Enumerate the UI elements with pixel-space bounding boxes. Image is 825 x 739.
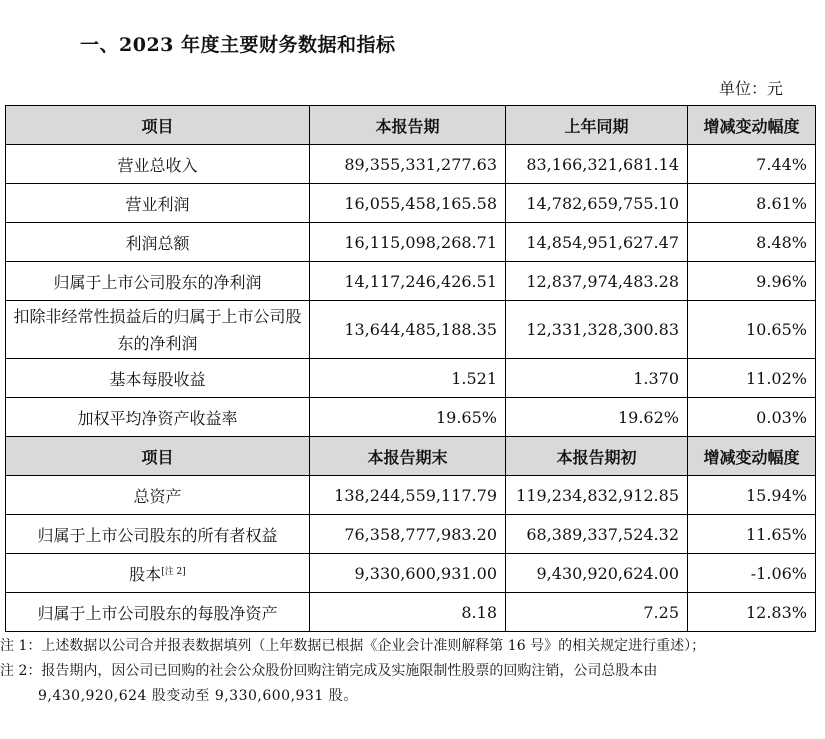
table-header-row: [6, 106, 816, 145]
row-item: 归属于上市公司股东的每股净资产: [6, 593, 310, 632]
row-change: 9.96%: [688, 262, 816, 301]
table-row: [6, 359, 816, 398]
row-item: 营业总收入: [6, 145, 310, 184]
row-change: 8.61%: [688, 184, 816, 223]
row-item-label: 股本: [129, 564, 162, 584]
header-period-start: 本报告期初: [506, 437, 688, 476]
row-change: 8.48%: [688, 223, 816, 262]
row-current: 89,355,331,277.63: [310, 145, 506, 184]
row-item: 归属于上市公司股东的所有者权益: [6, 515, 310, 554]
row-prior: 14,854,951,627.47: [506, 223, 688, 262]
row-change: 12.83%: [688, 593, 816, 632]
unit-label: 单位：元: [718, 79, 783, 98]
table-header-row: [6, 437, 816, 476]
footnotes: [0, 634, 820, 709]
financial-data-table: [5, 105, 816, 632]
row-prior: 119,234,832,912.85: [506, 476, 688, 515]
row-current: 13,644,485,188.35: [310, 301, 506, 359]
row-prior: 1.370: [506, 359, 688, 398]
note-reference: [注 2]: [161, 566, 186, 577]
row-change: 10.65%: [688, 301, 816, 359]
table-row: [6, 223, 816, 262]
table-row: [6, 476, 816, 515]
table-row: [6, 145, 816, 184]
row-item: 扣除非经常性损益后的归属于上市公司股东的净利润: [6, 301, 310, 359]
row-item: 营业利润: [6, 184, 310, 223]
header-change-rate: 增减变动幅度: [688, 106, 816, 145]
row-current: 1.521: [310, 359, 506, 398]
header-current-period: 本报告期: [310, 106, 506, 145]
row-change: -1.06%: [688, 554, 816, 593]
table-row: [6, 515, 816, 554]
header-item: 项目: [6, 437, 310, 476]
row-item: 基本每股收益: [6, 359, 310, 398]
table-row: [6, 554, 816, 593]
row-change: 11.65%: [688, 515, 816, 554]
table-row: [6, 262, 816, 301]
row-prior: 14,782,659,755.10: [506, 184, 688, 223]
row-prior: 83,166,321,681.14: [506, 145, 688, 184]
row-current: 76,358,777,983.20: [310, 515, 506, 554]
row-change: 11.02%: [688, 359, 816, 398]
row-item-share-capital: [6, 554, 310, 593]
table-row: [6, 184, 816, 223]
row-current: 138,244,559,117.79: [310, 476, 506, 515]
header-period-end: 本报告期末: [310, 437, 506, 476]
row-item: 加权平均净资产收益率: [6, 398, 310, 437]
header-item: 项目: [6, 106, 310, 145]
table-row: [6, 301, 816, 359]
row-item: 归属于上市公司股东的净利润: [6, 262, 310, 301]
row-prior: 19.62%: [506, 398, 688, 437]
row-current: 16,055,458,165.58: [310, 184, 506, 223]
row-current: 16,115,098,268.71: [310, 223, 506, 262]
row-current: 9,330,600,931.00: [310, 554, 506, 593]
row-prior: 9,430,920,624.00: [506, 554, 688, 593]
header-change-rate: 增减变动幅度: [688, 437, 816, 476]
row-change: 15.94%: [688, 476, 816, 515]
footnote-2-line-1: 注 2：报告期内，因公司已回购的社会公众股份回购注销完成及实施限制性股票的回购注销，公司总股本由: [0, 663, 658, 679]
row-change: 7.44%: [688, 145, 816, 184]
row-prior: 12,837,974,483.28: [506, 262, 688, 301]
row-prior: 7.25: [506, 593, 688, 632]
table-row: [6, 398, 816, 437]
footnote-1: 注 1：上述数据以公司合并报表数据填列（上年数据已根据《企业会计准则解释第 16 号》的相关规定进行重述）；: [0, 638, 706, 654]
row-current: 19.65%: [310, 398, 506, 437]
row-item: 利润总额: [6, 223, 310, 262]
table-row: [6, 593, 816, 632]
row-prior: 68,389,337,524.32: [506, 515, 688, 554]
section-title: 一、2023 年度主要财务数据和指标: [80, 34, 396, 56]
footnote-2-line-2: 9,430,920,624 股变动至 9,330,600,931 股。: [38, 688, 358, 704]
row-current: 8.18: [310, 593, 506, 632]
row-prior: 12,331,328,300.83: [506, 301, 688, 359]
row-current: 14,117,246,426.51: [310, 262, 506, 301]
header-prior-period: 上年同期: [506, 106, 688, 145]
row-item: 总资产: [6, 476, 310, 515]
row-change: 0.03%: [688, 398, 816, 437]
